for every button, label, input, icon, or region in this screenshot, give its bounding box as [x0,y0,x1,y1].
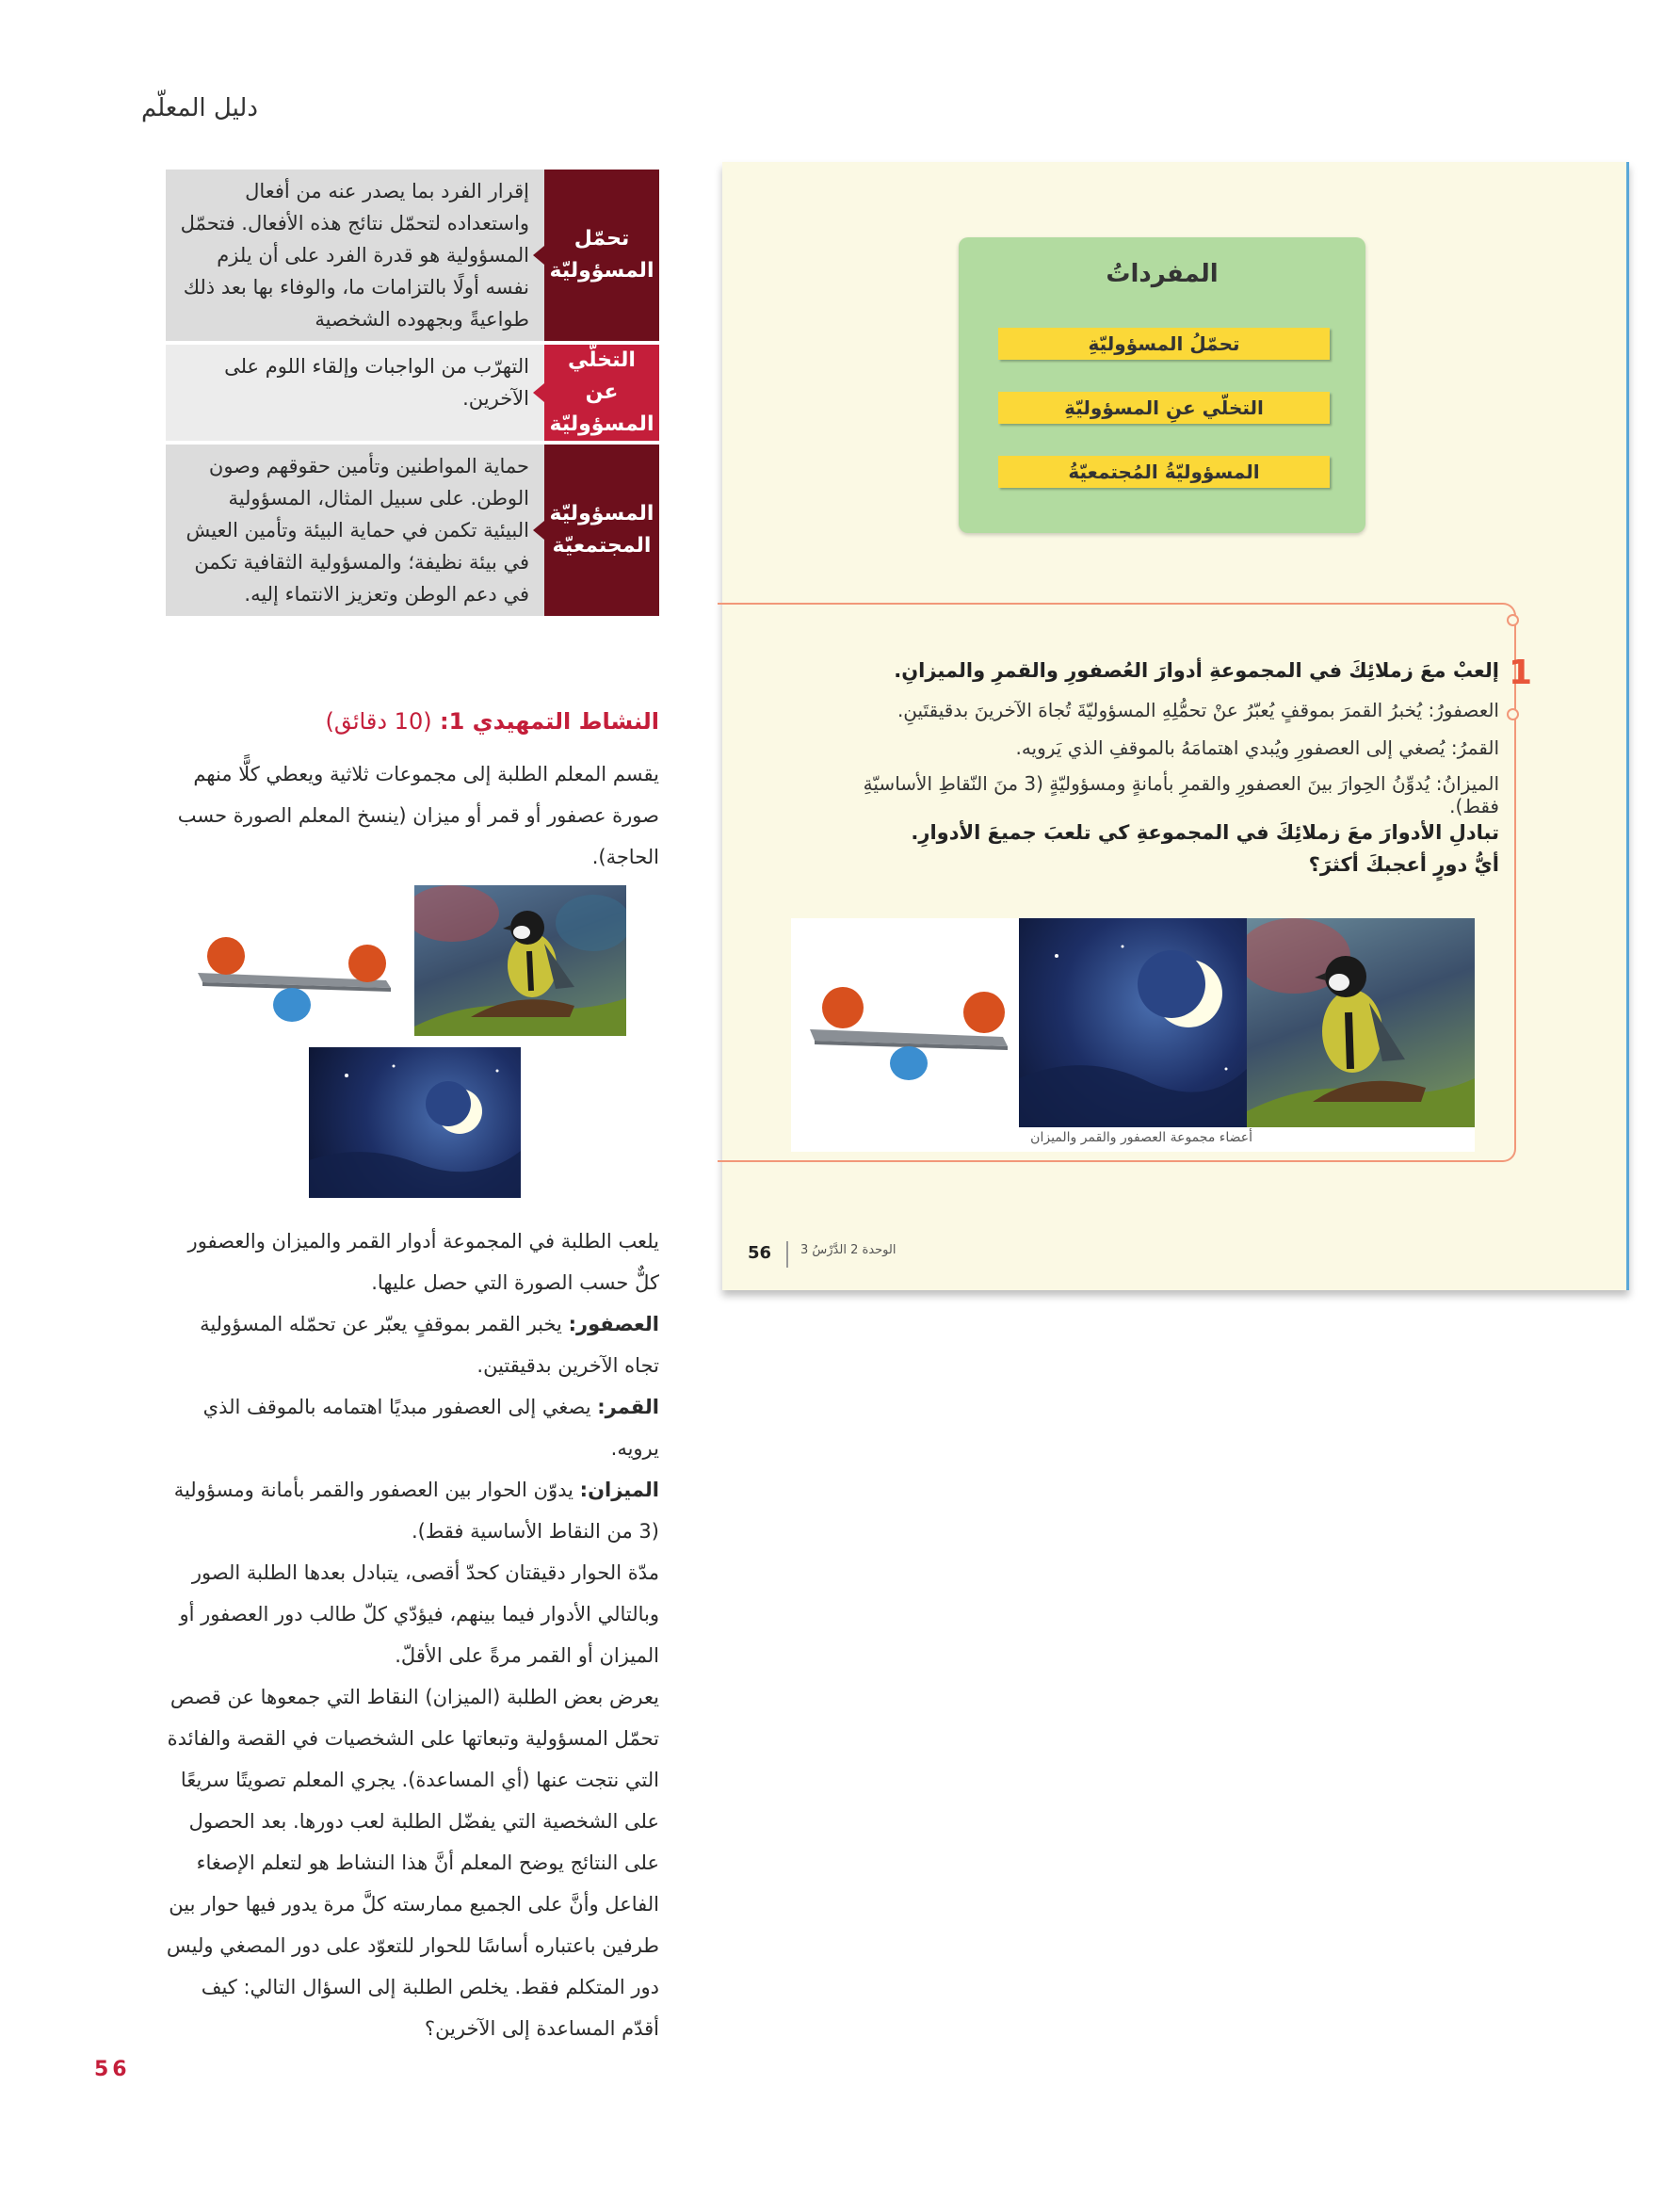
image-caption: أعضاء مجموعة العصفور والقمر والميزان [1030,1130,1252,1145]
activity-title-text: النشاط التمهيدي 1: [439,708,659,735]
activity-paragraph: يعرض بعض الطلبة (الميزان) النقاط التي جمعوها عن قصص تحمّل المسؤولية وتبعاتها على الشخصيات في القصة والفائدة التي نتجت عنها (أي المساعدة). يجري المعلم تصويتًا سريعًا على الشخصية التي يفضّل الطلبة لعب دورها. بعد الحصول على النتائج يوضح المعلم أنَّ هذا النشاط هو لتعلم الإصغاء الفاعل وأنَّ على الجميع ممارسته كلَّ مرة يدور فيها حوار بين طرفين باعتباره أساسًا للحوار للتعوّد على دور المصغي وليس دور المتكلم فقط. يخلص الطلبة إلى السؤال التالي: كيف أقدّم المساعدة إلى الآخرين؟ [166,1686,659,2040]
role-sparrow [160,1303,659,1386]
role-scale-text: يدوّن الحوار بين العصفور والقمر بأمانة ومسؤولية (3 من النقاط الأساسية فقط). [173,1479,659,1543]
bird-image [1247,918,1475,1127]
footer-divider [786,1241,788,1268]
guide-title: دليل المعلّم [141,94,258,122]
question-line: الميزانُ: يُدوِّنُ الحِوارَ بينَ العصفورِ والقمرِ بأمانةٍ ومسؤوليّةٍ (3 منَ النّقاطِ الأساسيّةِ فقط). [863,772,1499,817]
moon-illustration [1019,918,1247,1127]
frame-dot [1507,708,1519,720]
glossary-term: التخلّي عن المسؤوليّة [544,345,659,441]
glossary-table [160,170,659,620]
question-prompt: أيُّ دورٍ أعجبكَ أكثرَ؟ [1308,853,1499,876]
activity-body [160,1221,659,2049]
role-scale-label: الميزان: [579,1479,659,1501]
activity-paragraph: يلعب الطلبة في المجموعة أدوار القمر والميزان والعصفور كلٌّ حسب الصورة التي حصل عليها. [187,1230,659,1294]
activity-intro: يقسم المعلم الطلبة إلى مجموعات ثلاثية ويعطي كلًّا منهم صورة عصفور أو قمر أو ميزان (ينسخ المعلم الصورة حسب الحاجة). [177,763,659,868]
role-scale [160,1469,659,1552]
glossary-definition: التهرّب من الواجبات وإلقاء اللوم على الآخرين. [160,345,544,441]
glossary-definition: حماية المواطنين وتأمين حقوقهم وصون الوطن. على سبيل المثال، المسؤولية البيئية تكمن في حماية البيئة وتأمين العيش في بيئة نظيفة؛ والمسؤولية الثقافية تكمن في دعم الوطن وتعزيز الانتماء إليه. [160,445,544,616]
question-title: إلعبْ معَ زملائِكَ في المجموعةِ أدوارَ العُصفورِ والقمرِ والميزانِ. [894,659,1499,682]
activity-title [160,708,659,735]
guide-page-number: 56 [94,2058,131,2081]
moon-image [1019,918,1247,1127]
glossary-definition: إقرار الفرد بما يصدر عنه من أفعال واستعداده لتحمّل نتائج هذه الأفعال. فتحمّل المسؤولية هو قدرة الفرد على أن يلزم نفسه أولًا بالتزامات ما، والوفاء بها بعد ذلك طواعيةً وبجهوده الشخصية [160,170,544,341]
unit-lesson-label: الوحدة 2 الدَّرْسُ 3 [800,1243,897,1257]
scale-image [193,928,405,1022]
role-moon-label: القمر: [597,1396,659,1418]
question-line: العصفورُ: يُخبرُ القمرَ بموقفٍ يُعبّرُ عنْ تحمُّلِهِ المسؤوليّةَ تُجاهَ الآخرينَ بدقيقتَينِ. [897,699,1499,721]
glossary-row [160,445,659,616]
role-moon-text: يصغي إلى العصفور مبديًا اهتمامه بالموقف الذي يرويه. [202,1396,659,1460]
moon-image [309,1047,521,1198]
question-line: القمرُ: يُصغي إلى العصفورِ ويُبدي اهتمامَهُ بالموقفِ الذي يَرويه. [1015,736,1499,759]
vocabulary-title: المفرداتُ [1106,260,1219,288]
activity-paragraph: مدّة الحوار دقيقتان كحدّ أقصى، يتبادل بعدها الطلبة الصور وبالتالي الأدوار فيما بينهم، فيؤدّي كلّ طالب دور العصفور أو الميزان أو القمر مرةً على الأقلّ. [179,1561,659,1667]
glossary-term: المسؤوليّة المجتمعيّة [544,445,659,616]
bird-illustration [1247,918,1475,1127]
role-moon [160,1386,659,1469]
question-number: 1 [1509,654,1533,692]
bird-image [414,885,626,1036]
role-sparrow-text: يخبر القمر بموقفٍ يعبّر عن تحمّله المسؤولية تجاه الآخرين بدقيقتين. [200,1313,659,1377]
frame-dot [1507,614,1519,626]
glossary-row [160,170,659,341]
book-page-number: 56 [748,1243,772,1263]
vocabulary-box [959,237,1365,533]
moon-illustration [309,1047,521,1198]
glossary-row [160,345,659,441]
glossary-term: تحمّل المسؤوليّة [544,170,659,341]
vocabulary-item: تحمّلُ المسؤوليّةِ [998,328,1330,360]
activity-minutes: (10 دقائق) [325,708,432,735]
group-images [791,918,1475,1152]
vocabulary-item: المسؤوليّةُ المُجتمعيّةُ [998,456,1330,488]
scale-illustration [193,928,405,1022]
role-sparrow-label: العصفور: [568,1313,659,1335]
bird-illustration [414,885,626,1036]
question-instruction: تبادلِ الأدوارَ معَ زملائِكَ في المجموعةِ كي تلعبَ جميعَ الأدوارِ. [911,821,1499,844]
vocabulary-item: التخلّي عنِ المسؤوليّةِ [998,392,1330,424]
scale-illustration [791,965,1019,1088]
scale-image [791,965,1019,1088]
